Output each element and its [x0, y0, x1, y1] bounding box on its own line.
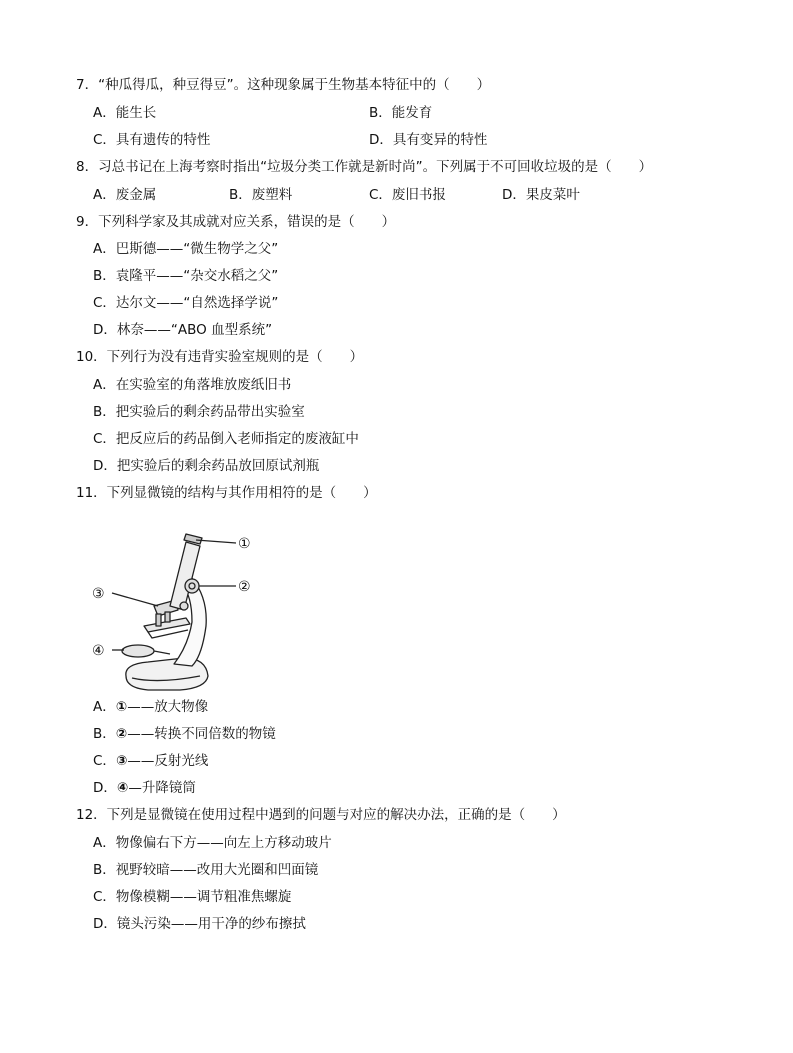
q10-option-c: C．把反应后的药品倒入老师指定的废液缸中 [93, 431, 359, 447]
figure-label-4: ④ [92, 643, 105, 659]
q7-option-c: C．具有遗传的特性 [93, 132, 211, 148]
q11-option-b: B．②——转换不同倍数的物镜 [93, 726, 276, 742]
q12-option-d: D．镜头污染——用干净的纱布擦拭 [93, 916, 306, 932]
figure-label-1: ① [238, 536, 251, 552]
q9-option-c: C．达尔文——“自然选择学说” [93, 295, 279, 311]
q8-option-b: B．废塑料 [229, 187, 293, 203]
q10-option-a: A．在实验室的角落堆放废纸旧书 [93, 377, 292, 393]
question-8-stem: 8．习总书记在上海考察时指出“垃圾分类工作就是新时尚”。下列属于不可回收垃圾的是（ ） [76, 159, 653, 175]
microscope-figure [88, 526, 288, 698]
q9-option-d: D．林奈——“ABO 血型系统” [93, 322, 273, 338]
q11-option-c: C．③——反射光线 [93, 753, 209, 769]
question-12-stem: 12．下列是显微镜在使用过程中遇到的问题与对应的解决办法，正确的是（ ） [76, 807, 566, 823]
q9-option-a: A．巴斯德——“微生物学之父” [93, 241, 279, 257]
q7-option-a: A．能生长 [93, 105, 157, 121]
q10-option-d: D．把实验后的剩余药品放回原试剂瓶 [93, 458, 320, 474]
question-7-stem: 7．“种瓜得瓜，种豆得豆”。这种现象属于生物基本特征中的（ ） [76, 77, 491, 93]
q7-option-b: B．能发育 [369, 105, 433, 121]
question-10-stem: 10．下列行为没有违背实验室规则的是（ ） [76, 349, 364, 365]
q7-option-d: D．具有变异的特性 [369, 132, 488, 148]
figure-label-3: ③ [92, 586, 105, 602]
question-9-stem: 9．下列科学家及其成就对应关系，错误的是（ ） [76, 214, 396, 230]
q8-option-d: D．果皮菜叶 [502, 187, 580, 203]
q9-option-b: B．袁隆平——“杂交水稻之父” [93, 268, 279, 284]
q12-option-b: B．视野较暗——改用大光圈和凹面镜 [93, 862, 319, 878]
q10-option-b: B．把实验后的剩余药品带出实验室 [93, 404, 305, 420]
q12-option-c: C．物像模糊——调节粗准焦螺旋 [93, 889, 292, 905]
q11-option-d: D．④—升降镜筒 [93, 780, 196, 796]
question-11-stem: 11．下列显微镜的结构与其作用相符的是（ ） [76, 485, 377, 501]
q11-option-a: A．①——放大物像 [93, 699, 209, 715]
q12-option-a: A．物像偏右下方——向左上方移动玻片 [93, 835, 332, 851]
figure-label-2: ② [238, 579, 251, 595]
q8-option-c: C．废旧书报 [369, 187, 446, 203]
q8-option-a: A．废金属 [93, 187, 157, 203]
